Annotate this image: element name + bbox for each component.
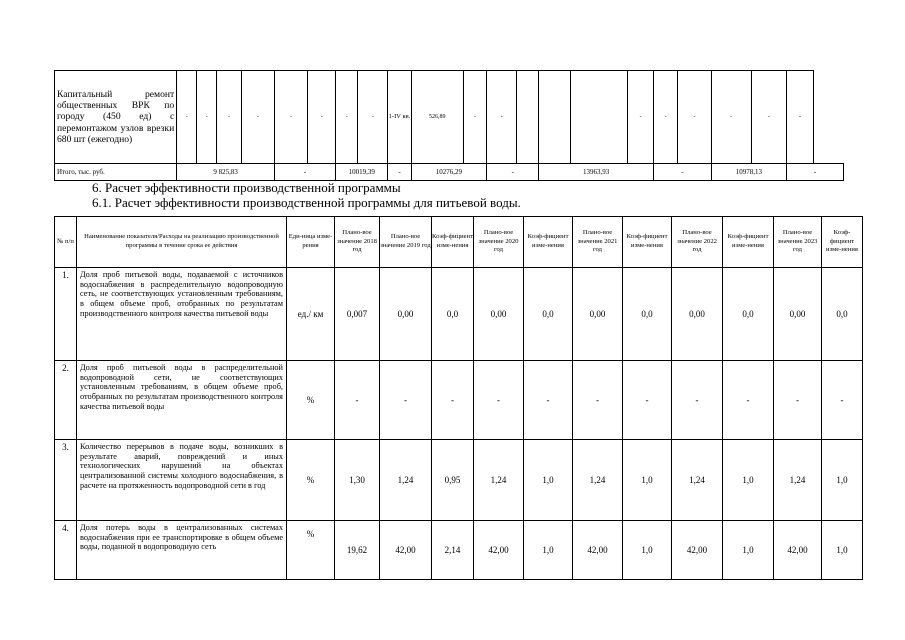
row-value: 0,00 bbox=[474, 268, 524, 361]
work-cell bbox=[570, 71, 628, 164]
row-desc: Доля проб питьевой воды в распределительной водопроводной сети, не соответствующих установленным требованиям, в общем объеме проб, отобранных по результатам производственного контроля качества питьевой воды bbox=[77, 361, 287, 440]
row-value: 0,00 bbox=[774, 268, 822, 361]
total-cell: 9 825,83 bbox=[177, 164, 275, 181]
row-value: 0,0 bbox=[723, 268, 774, 361]
header-name: Наименование показателя/Расходы на реализацию производственной программы в течение срока ее действия bbox=[77, 217, 287, 268]
work-cell: - bbox=[217, 71, 241, 164]
work-cell: - bbox=[336, 71, 358, 164]
row-value: 0,00 bbox=[672, 268, 723, 361]
total-cell: - bbox=[487, 164, 539, 181]
header-coef: Коэф-фициент изме-нения bbox=[432, 217, 474, 268]
row-value: 0,0 bbox=[432, 268, 474, 361]
row-value: 1,0 bbox=[822, 521, 863, 580]
work-cell: - bbox=[308, 71, 336, 164]
table-row bbox=[55, 268, 863, 361]
row-value: - bbox=[822, 361, 863, 440]
header-plan-2022: Плано-вое значение 2022 год bbox=[672, 217, 723, 268]
work-cell: - bbox=[241, 71, 274, 164]
work-cell: - bbox=[275, 71, 308, 164]
total-cell: - bbox=[275, 164, 336, 181]
row-value: 1,24 bbox=[573, 440, 623, 521]
subsection-heading: 6.1. Расчет эффективности производственной программы для питьевой воды. bbox=[92, 195, 521, 210]
total-cell: 13963,93 bbox=[539, 164, 653, 181]
row-value: - bbox=[474, 361, 524, 440]
efficiency-table bbox=[54, 216, 863, 580]
row-value: - bbox=[524, 361, 573, 440]
row-value: - bbox=[672, 361, 723, 440]
header-plan-2023: Плано-вое значение 2023 год bbox=[774, 217, 822, 268]
work-cell: - bbox=[711, 71, 751, 164]
row-value: 19,62 bbox=[335, 521, 380, 580]
work-name: Капитальный ремонт общественных ВРК по городу (450 ед) с перемонтажом узлов врезки 680 шт (ежегодно) bbox=[55, 71, 177, 164]
row-value: 1,24 bbox=[774, 440, 822, 521]
header-coef: Коэф-фициент изме-нения bbox=[723, 217, 774, 268]
row-value: 2,14 bbox=[432, 521, 474, 580]
total-label: Итого, тыс. руб. bbox=[55, 164, 177, 181]
fragment-work-row bbox=[55, 71, 844, 164]
row-value: - bbox=[432, 361, 474, 440]
work-cell: - bbox=[787, 71, 814, 164]
row-value: 1,0 bbox=[623, 440, 672, 521]
row-value: 1,30 bbox=[335, 440, 380, 521]
row-num: 4. bbox=[55, 521, 77, 580]
total-cell: 10276,29 bbox=[411, 164, 487, 181]
fragment-total-row bbox=[55, 164, 844, 181]
row-unit: % bbox=[287, 440, 335, 521]
row-value: 1,0 bbox=[623, 521, 672, 580]
row-value: 1,0 bbox=[723, 521, 774, 580]
work-cell: - bbox=[197, 71, 217, 164]
work-cell: - bbox=[358, 71, 388, 164]
work-cell: - bbox=[463, 71, 486, 164]
work-cell: - bbox=[678, 71, 711, 164]
row-value: 1,24 bbox=[672, 440, 723, 521]
row-value: 0,00 bbox=[380, 268, 432, 361]
work-cell: - bbox=[628, 71, 654, 164]
header-plan-2018: Плано-вое значение 2018 год bbox=[335, 217, 380, 268]
row-value: 0,007 bbox=[335, 268, 380, 361]
row-unit: ед./ км bbox=[287, 268, 335, 361]
row-value: 1,0 bbox=[524, 521, 573, 580]
table-row bbox=[55, 440, 863, 521]
work-cell: - bbox=[653, 71, 677, 164]
table-row bbox=[55, 521, 863, 580]
row-value: 0,0 bbox=[524, 268, 573, 361]
table-row bbox=[55, 361, 863, 440]
row-value: 1,0 bbox=[822, 440, 863, 521]
work-cell bbox=[517, 71, 539, 164]
table-header-row bbox=[55, 217, 863, 268]
work-amount: 526,89 bbox=[411, 71, 463, 164]
row-value: - bbox=[723, 361, 774, 440]
work-cell bbox=[539, 71, 570, 164]
total-cell: 10978,13 bbox=[711, 164, 787, 181]
row-num: 2. bbox=[55, 361, 77, 440]
row-num: 3. bbox=[55, 440, 77, 521]
row-unit: % bbox=[287, 361, 335, 440]
header-plan-2021: Плано-вое значение 2021 год bbox=[573, 217, 623, 268]
work-cell: - bbox=[487, 71, 517, 164]
row-value: 0,0 bbox=[822, 268, 863, 361]
row-value: 42,00 bbox=[474, 521, 524, 580]
header-coef: Коэф-фициент изме-нения bbox=[623, 217, 672, 268]
row-value: - bbox=[623, 361, 672, 440]
row-value: 42,00 bbox=[380, 521, 432, 580]
row-value: 0,00 bbox=[573, 268, 623, 361]
row-value: 42,00 bbox=[774, 521, 822, 580]
total-cell: 10019,39 bbox=[336, 164, 388, 181]
row-value: 1,24 bbox=[474, 440, 524, 521]
section-heading: 6. Расчет эффективности производственной программы bbox=[92, 180, 401, 195]
row-value: 42,00 bbox=[672, 521, 723, 580]
row-value: 1,0 bbox=[723, 440, 774, 521]
header-num: № п/п bbox=[55, 217, 77, 268]
row-desc: Доля проб питьевой воды, подаваемой с источников водоснабжения в распределительную водопроводную сеть, не соответствующих установленным требованиям, в общем объеме проб, отобранных по результатам производственного контроля качества питьевой воды bbox=[77, 268, 287, 361]
row-value: - bbox=[573, 361, 623, 440]
fragment-table bbox=[54, 70, 844, 181]
row-value: 1,0 bbox=[524, 440, 573, 521]
row-value: 42,00 bbox=[573, 521, 623, 580]
row-value: 0,95 bbox=[432, 440, 474, 521]
row-desc: Количество перерывов в подаче воды, возникших в результате аварий, повреждений и иных технологических нарушений на объектах централизованной системы холодного водоснабжения, в расчете на протяженность водопроводной сети в год bbox=[77, 440, 287, 521]
work-cell: - bbox=[177, 71, 197, 164]
row-num: 1. bbox=[55, 268, 77, 361]
row-value: - bbox=[335, 361, 380, 440]
row-value: 0,0 bbox=[623, 268, 672, 361]
header-coef: Коэф-фициент изме-нения bbox=[524, 217, 573, 268]
header-plan-2020: Плано-вое значение 2020 год bbox=[474, 217, 524, 268]
row-desc: Доля потерь воды в централизованных системах водоснабжения при ее транспортировке в общем объеме воды, поданной в водопроводную сеть bbox=[77, 521, 287, 580]
row-value: 1,24 bbox=[380, 440, 432, 521]
work-cell: - bbox=[751, 71, 787, 164]
total-cell: - bbox=[388, 164, 411, 181]
row-value: - bbox=[774, 361, 822, 440]
header-plan-2019: Плано-вое значение 2019 год bbox=[380, 217, 432, 268]
row-value: - bbox=[380, 361, 432, 440]
total-cell: - bbox=[653, 164, 711, 181]
work-period: 1-IV кв. bbox=[388, 71, 411, 164]
row-unit: % bbox=[287, 521, 335, 580]
total-cell: - bbox=[787, 164, 844, 181]
header-unit: Еди-ница изме-рения bbox=[287, 217, 335, 268]
header-coef: Коэф-фициент изме-нения bbox=[822, 217, 863, 268]
